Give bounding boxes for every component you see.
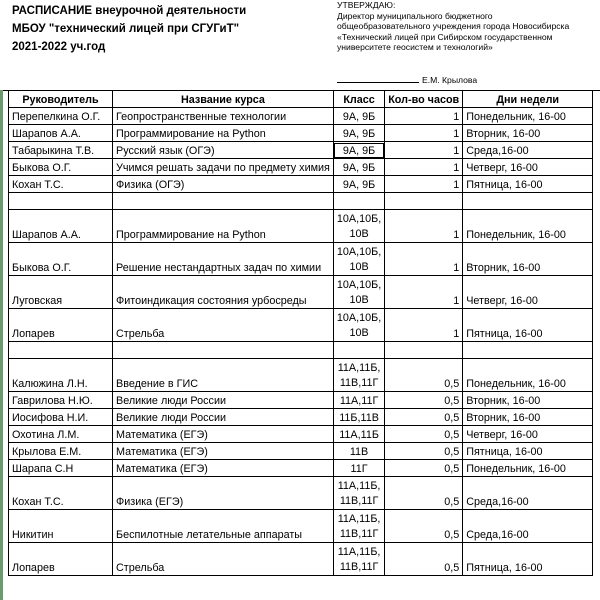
class-cell[interactable]: 11А,11Б bbox=[333, 426, 384, 443]
empty-cell[interactable] bbox=[463, 193, 593, 210]
day-cell[interactable]: Среда,16-00 bbox=[463, 142, 593, 159]
table-row bbox=[9, 543, 593, 576]
course-cell[interactable]: Великие люди России bbox=[113, 392, 334, 409]
class-line-2: 11В,11Г bbox=[339, 377, 379, 389]
course-cell[interactable]: Физика (ОГЭ) bbox=[113, 176, 334, 193]
empty-cell[interactable] bbox=[385, 193, 463, 210]
approval-line-1: Директор муниципального бюджетного bbox=[337, 10, 493, 21]
day-cell[interactable]: Понедельник, 16-00 bbox=[463, 108, 593, 125]
class-cell[interactable] bbox=[333, 477, 384, 510]
signature-underline bbox=[337, 82, 419, 83]
teacher-cell[interactable]: Быкова О.Г. bbox=[9, 159, 113, 176]
class-line-1: 11А,11Б, bbox=[337, 546, 381, 558]
hours-cell[interactable]: 0,5 bbox=[385, 359, 463, 392]
hours-cell[interactable]: 1 bbox=[385, 276, 463, 309]
heading-title: РАСПИСАНИЕ внеурочной деятельности bbox=[12, 5, 247, 17]
teacher-cell[interactable]: Никитин bbox=[9, 510, 113, 543]
teacher-cell[interactable]: Кохан Т.С. bbox=[9, 176, 113, 193]
hours-cell[interactable]: 0,5 bbox=[385, 543, 463, 576]
empty-cell[interactable] bbox=[463, 342, 593, 359]
teacher-cell[interactable]: Гаврилова Н.Ю. bbox=[9, 392, 113, 409]
table-row bbox=[9, 443, 593, 460]
hours-cell[interactable]: 1 bbox=[385, 125, 463, 142]
course-cell[interactable]: Математика (ЕГЭ) bbox=[113, 460, 334, 477]
course-cell[interactable]: Математика (ЕГЭ) bbox=[113, 426, 334, 443]
approval-line-4: университете геосистем и технологий» bbox=[337, 42, 493, 53]
teacher-cell[interactable]: Охотина Л.М. bbox=[9, 426, 113, 443]
table-row bbox=[9, 409, 593, 426]
table-row bbox=[9, 125, 593, 142]
teacher-cell[interactable]: Крылова Е.М. bbox=[9, 443, 113, 460]
hours-cell[interactable]: 0,5 bbox=[385, 426, 463, 443]
course-cell[interactable]: Учимся решать задачи по предмету химия bbox=[113, 159, 334, 176]
teacher-cell[interactable]: Шарапов А.А. bbox=[9, 210, 113, 243]
teacher-cell[interactable]: Иосифова Н.И. bbox=[9, 409, 113, 426]
hours-cell[interactable]: 0,5 bbox=[385, 392, 463, 409]
empty-cell[interactable] bbox=[333, 342, 384, 359]
course-cell[interactable]: Стрельба bbox=[113, 543, 334, 576]
row-header-strip bbox=[0, 90, 3, 600]
empty-cell[interactable] bbox=[333, 193, 384, 210]
class-cell[interactable]: 11А,11Г bbox=[333, 392, 384, 409]
day-cell[interactable]: Пятница, 16-00 bbox=[463, 309, 593, 342]
class-line-2: 11В,11Г bbox=[339, 561, 379, 573]
class-line-1: 11А,11Б, bbox=[337, 362, 381, 374]
course-cell[interactable]: Стрельба bbox=[113, 309, 334, 342]
table-row bbox=[9, 510, 593, 543]
empty-cell[interactable] bbox=[113, 342, 334, 359]
hours-cell[interactable]: 0,5 bbox=[385, 409, 463, 426]
course-cell[interactable]: Физика (ЕГЭ) bbox=[113, 477, 334, 510]
day-cell[interactable]: Вторник, 16-00 bbox=[463, 392, 593, 409]
col-header-teacher[interactable]: Руководитель bbox=[9, 91, 113, 108]
day-cell[interactable]: Понедельник, 16-00 bbox=[463, 460, 593, 477]
hours-cell[interactable]: 0,5 bbox=[385, 443, 463, 460]
table-row bbox=[9, 142, 593, 159]
course-cell[interactable]: Программирование на Python bbox=[113, 210, 334, 243]
hours-cell[interactable]: 1 bbox=[385, 243, 463, 276]
table-row bbox=[9, 477, 593, 510]
class-cell[interactable] bbox=[333, 210, 384, 243]
class-line-2: 10В bbox=[349, 294, 369, 306]
hours-cell[interactable]: 0,5 bbox=[385, 510, 463, 543]
course-cell[interactable]: Решение нестандартных задач по химии bbox=[113, 243, 334, 276]
class-line-2: 11В,11Г bbox=[339, 528, 379, 540]
table-row bbox=[9, 176, 593, 193]
class-cell[interactable] bbox=[333, 510, 384, 543]
col-header-hours[interactable]: Кол-во часов bbox=[385, 91, 463, 108]
course-cell[interactable]: Геопространственные технологии bbox=[113, 108, 334, 125]
course-cell[interactable]: Программирование на Python bbox=[113, 125, 334, 142]
heading-school: МБОУ "технический лицей при СГУГиТ" bbox=[12, 23, 240, 35]
day-cell[interactable]: Понедельник, 16-00 bbox=[463, 210, 593, 243]
day-cell[interactable]: Среда,16-00 bbox=[463, 510, 593, 543]
col-header-days[interactable]: Дни недели bbox=[463, 91, 593, 108]
course-cell[interactable]: Великие люди России bbox=[113, 409, 334, 426]
table-row bbox=[9, 359, 593, 392]
class-line-1: 10А,10Б, bbox=[336, 213, 382, 225]
col-header-course[interactable]: Название курса bbox=[113, 91, 334, 108]
hours-cell[interactable]: 1 bbox=[385, 210, 463, 243]
class-line-2: 10В bbox=[349, 327, 369, 339]
class-cell[interactable] bbox=[333, 243, 384, 276]
hours-cell[interactable]: 0,5 bbox=[385, 477, 463, 510]
hours-cell[interactable]: 1 bbox=[385, 176, 463, 193]
approval-line-3: «Технический лицей при Сибирском государственном bbox=[337, 31, 553, 42]
course-cell[interactable]: Фитоиндикация состояния урбосреды bbox=[113, 276, 334, 309]
approval-line-2: общеобразовательного учреждения города Новосибирска bbox=[337, 21, 570, 32]
approval-block bbox=[337, 0, 600, 53]
signer-name: Е.М. Крылова bbox=[422, 75, 478, 85]
day-cell[interactable]: Вторник, 16-00 bbox=[463, 409, 593, 426]
day-cell[interactable]: Среда,16-00 bbox=[463, 477, 593, 510]
day-cell[interactable]: Пятница, 16-00 bbox=[463, 443, 593, 460]
teacher-cell[interactable]: Табарыкина Т.В. bbox=[9, 142, 113, 159]
course-cell[interactable]: Беспилотные летательные аппараты bbox=[113, 510, 334, 543]
signature-line bbox=[337, 75, 477, 85]
table-row bbox=[9, 276, 593, 309]
teacher-cell[interactable]: Шарапов А.А. bbox=[9, 125, 113, 142]
empty-cell[interactable] bbox=[113, 193, 334, 210]
empty-cell[interactable] bbox=[385, 342, 463, 359]
empty-cell[interactable] bbox=[9, 342, 113, 359]
table-row bbox=[9, 159, 593, 176]
class-cell[interactable]: 9А, 9Б bbox=[333, 108, 384, 125]
table-row-blank bbox=[9, 342, 593, 359]
class-cell[interactable]: 9А, 9Б bbox=[333, 142, 384, 159]
teacher-cell[interactable]: Перепелкина О.Г. bbox=[9, 108, 113, 125]
day-cell[interactable]: Понедельник, 16-00 bbox=[463, 359, 593, 392]
approval-title: УТВЕРЖДАЮ: bbox=[337, 0, 396, 10]
table-row-blank bbox=[9, 193, 593, 210]
table-row bbox=[9, 108, 593, 125]
table-row bbox=[9, 392, 593, 409]
day-cell[interactable]: Вторник, 16-00 bbox=[463, 125, 593, 142]
class-cell[interactable]: 11Г bbox=[333, 460, 384, 477]
class-cell[interactable]: 11В bbox=[333, 443, 384, 460]
table-header-row bbox=[9, 91, 593, 108]
col-header-class[interactable]: Класс bbox=[333, 91, 384, 108]
heading-year: 2021-2022 уч.год bbox=[12, 41, 106, 53]
day-cell[interactable]: Пятница, 16-00 bbox=[463, 176, 593, 193]
table-row bbox=[9, 460, 593, 477]
class-cell[interactable]: 9А, 9Б bbox=[333, 176, 384, 193]
class-line-1: 10А,10Б, bbox=[336, 246, 382, 258]
hours-cell[interactable]: 1 bbox=[385, 108, 463, 125]
teacher-cell[interactable]: Быкова О.Г. bbox=[9, 243, 113, 276]
class-cell[interactable] bbox=[333, 276, 384, 309]
class-line-1: 10А,10Б, bbox=[336, 312, 382, 324]
course-cell[interactable]: Введение в ГИС bbox=[113, 359, 334, 392]
schedule-heading bbox=[12, 2, 246, 56]
table-row bbox=[9, 210, 593, 243]
empty-cell[interactable] bbox=[9, 193, 113, 210]
teacher-cell[interactable]: Шарапа С.Н bbox=[9, 460, 113, 477]
day-cell[interactable]: Пятница, 16-00 bbox=[463, 543, 593, 576]
class-cell[interactable]: 11Б,11В bbox=[333, 409, 384, 426]
schedule-table bbox=[8, 90, 593, 576]
hours-cell[interactable]: 0,5 bbox=[385, 460, 463, 477]
class-cell[interactable] bbox=[333, 359, 384, 392]
course-cell[interactable]: Русский язык (ОГЭ) bbox=[113, 142, 334, 159]
class-line-2: 11В,11Г bbox=[339, 495, 379, 507]
class-line-1: 11А,11Б, bbox=[337, 480, 381, 492]
class-line-2: 10В bbox=[349, 261, 369, 273]
teacher-cell[interactable]: Калюжина Л.Н. bbox=[9, 359, 113, 392]
class-line-1: 10А,10Б, bbox=[336, 279, 382, 291]
day-cell[interactable]: Четверг, 16-00 bbox=[463, 426, 593, 443]
teacher-cell[interactable]: Луговская bbox=[9, 276, 113, 309]
day-cell[interactable]: Вторник, 16-00 bbox=[463, 243, 593, 276]
hours-cell[interactable]: 1 bbox=[385, 309, 463, 342]
hours-cell[interactable]: 1 bbox=[385, 159, 463, 176]
class-cell[interactable] bbox=[333, 309, 384, 342]
class-line-2: 10В bbox=[349, 228, 369, 240]
class-cell[interactable]: 9А, 9Б bbox=[333, 125, 384, 142]
day-cell[interactable]: Четверг, 16-00 bbox=[463, 276, 593, 309]
hours-cell[interactable]: 1 bbox=[385, 142, 463, 159]
class-cell[interactable]: 9А, 9Б bbox=[333, 159, 384, 176]
table-row bbox=[9, 426, 593, 443]
table-body bbox=[9, 108, 593, 576]
teacher-cell[interactable]: Лопарев bbox=[9, 543, 113, 576]
course-cell[interactable]: Математика (ЕГЭ) bbox=[113, 443, 334, 460]
teacher-cell[interactable]: Кохан Т.С. bbox=[9, 477, 113, 510]
table-row bbox=[9, 243, 593, 276]
day-cell[interactable]: Четверг, 16-00 bbox=[463, 159, 593, 176]
table-row bbox=[9, 309, 593, 342]
class-cell[interactable] bbox=[333, 543, 384, 576]
teacher-cell[interactable]: Лопарев bbox=[9, 309, 113, 342]
class-line-1: 11А,11Б, bbox=[337, 513, 381, 525]
